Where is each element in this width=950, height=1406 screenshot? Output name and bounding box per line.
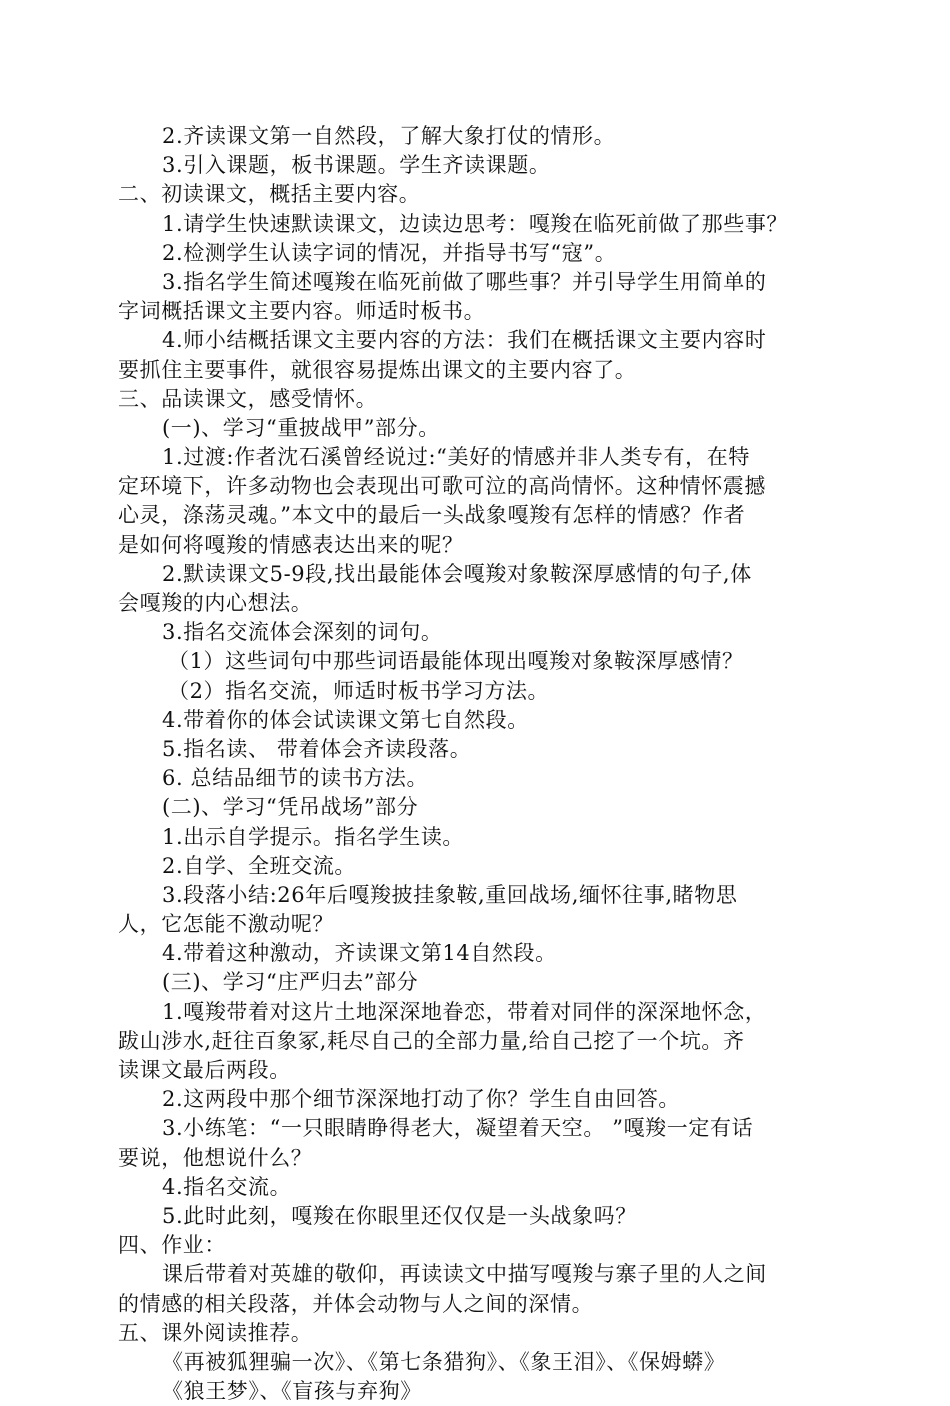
text-line: 课后带着对英雄的敬仰，再读读文中描写嘎羧与寨子里的人之间 bbox=[162, 1262, 767, 1287]
text-line: 2.这两段中那个细节深深地打动了你？学生自由回答。 bbox=[162, 1087, 681, 1112]
text-line: 2.检测学生认读字词的情况，并指导书写“寇”。 bbox=[162, 240, 617, 265]
subsection-heading: (二)、学习“凭吊战场”部分 bbox=[162, 795, 419, 820]
text-line: 3.引入课题，板书课题。学生齐读课题。 bbox=[162, 153, 551, 178]
section-heading: 二、初读课文，概括主要内容。 bbox=[118, 182, 421, 207]
text-line: 3.指名学生简述嘎羧在临死前做了哪些事？并引导学生用简单的 bbox=[162, 269, 767, 294]
text-line: 4.带着这种激动，齐读课文第14自然段。 bbox=[162, 941, 557, 966]
subsection-heading: (一)、学习“重披战甲”部分。 bbox=[162, 415, 440, 440]
text-line: 2.自学、全班交流。 bbox=[162, 853, 357, 878]
text-line: 1.出示自学提示。指名学生读。 bbox=[162, 824, 465, 849]
text-line: 4.带着你的体会试读课文第七自然段。 bbox=[162, 707, 529, 732]
text-line: 2.齐读课文第一自然段，了解大象打仗的情形。 bbox=[162, 124, 616, 148]
text-line: 定环境下，许多动物也会表现出可歌可泣的高尚情怀。这种情怀震撼 bbox=[118, 474, 766, 499]
text-line: 5.指名读、 带着体会齐读段落。 bbox=[162, 736, 472, 761]
text-line: 会嘎羧的内心想法。 bbox=[118, 591, 313, 615]
reading-list-line: 《再被狐狸骗一次》、《第七条猎狗》、《象王泪》、《保姆蟒》 bbox=[162, 1349, 726, 1374]
text-line: 跋山涉水,赶往百象冢,耗尽自己的全部力量,给自己挖了一个坑。齐 bbox=[118, 1028, 745, 1053]
text-line: 6. 总结品细节的读书方法。 bbox=[162, 766, 429, 791]
section-heading: 五、课外阅读推荐。 bbox=[118, 1320, 313, 1345]
text-line: 3.指名交流体会深刻的词句。 bbox=[162, 620, 443, 645]
text-line: 的情感的相关段落，并体会动物与人之间的深情。 bbox=[118, 1291, 594, 1316]
text-line: 1.过渡:作者沈石溪曾经说过:“美好的情感并非人类专有，在特 bbox=[162, 445, 750, 470]
text-line: 3.小练笔：“一只眼睛睁得老大，凝望着天空。 ”嘎羧一定有话 bbox=[162, 1116, 754, 1141]
text-line: 心灵，涤荡灵魂。”本文中的最后一头战象嘎羧有怎样的情感？作者 bbox=[118, 503, 746, 528]
text-line: 3.段落小结:26年后嘎羧披挂象鞍,重回战场,缅怀往事,睹物思 bbox=[162, 882, 738, 907]
text-line: （1）这些词句中那些词语最能体现出嘎羧对象鞍深厚感情？ bbox=[168, 649, 744, 674]
text-line: 要抓住主要事件，就很容易提炼出课文的主要内容了。 bbox=[118, 357, 637, 382]
text-line: 1.请学生快速默读课文，边读边思考：嘎羧在临死前做了那些事？ bbox=[162, 211, 789, 236]
document-body bbox=[118, 122, 838, 1406]
text-line: （2）指名交流，师适时板书学习方法。 bbox=[168, 678, 550, 703]
text-line: 2.默读课文5-9段,找出最能体会嘎羧对象鞍深厚感情的句子,体 bbox=[162, 561, 752, 586]
text-line: 是如何将嘎羧的情感表达出来的呢？ bbox=[118, 532, 464, 557]
text-line: 人，它怎能不激动呢？ bbox=[118, 912, 334, 937]
text-line: 4.指名交流。 bbox=[162, 1174, 292, 1199]
text-line: 1.嘎羧带着对这片土地深深地眷恋，带着对同伴的深深地怀念， bbox=[162, 999, 767, 1024]
text-line: 4.师小结概括课文主要内容的方法：我们在概括课文主要内容时 bbox=[162, 328, 767, 353]
text-line: 要说，他想说什么？ bbox=[118, 1145, 313, 1170]
section-heading: 三、品读课文，感受情怀。 bbox=[118, 386, 378, 411]
reading-list-line: 《狼王梦》、《盲孩与弃狗》 bbox=[162, 1379, 422, 1404]
text-line: 5.此时此刻，嘎羧在你眼里还仅仅是一头战象吗？ bbox=[162, 1203, 637, 1228]
subsection-heading: (三)、学习“庄严归去”部分 bbox=[162, 970, 419, 995]
text-line: 字词概括课文主要内容。师适时板书。 bbox=[118, 299, 486, 324]
text-line: 读课文最后两段。 bbox=[118, 1058, 291, 1082]
section-heading: 四、作业： bbox=[118, 1233, 226, 1258]
